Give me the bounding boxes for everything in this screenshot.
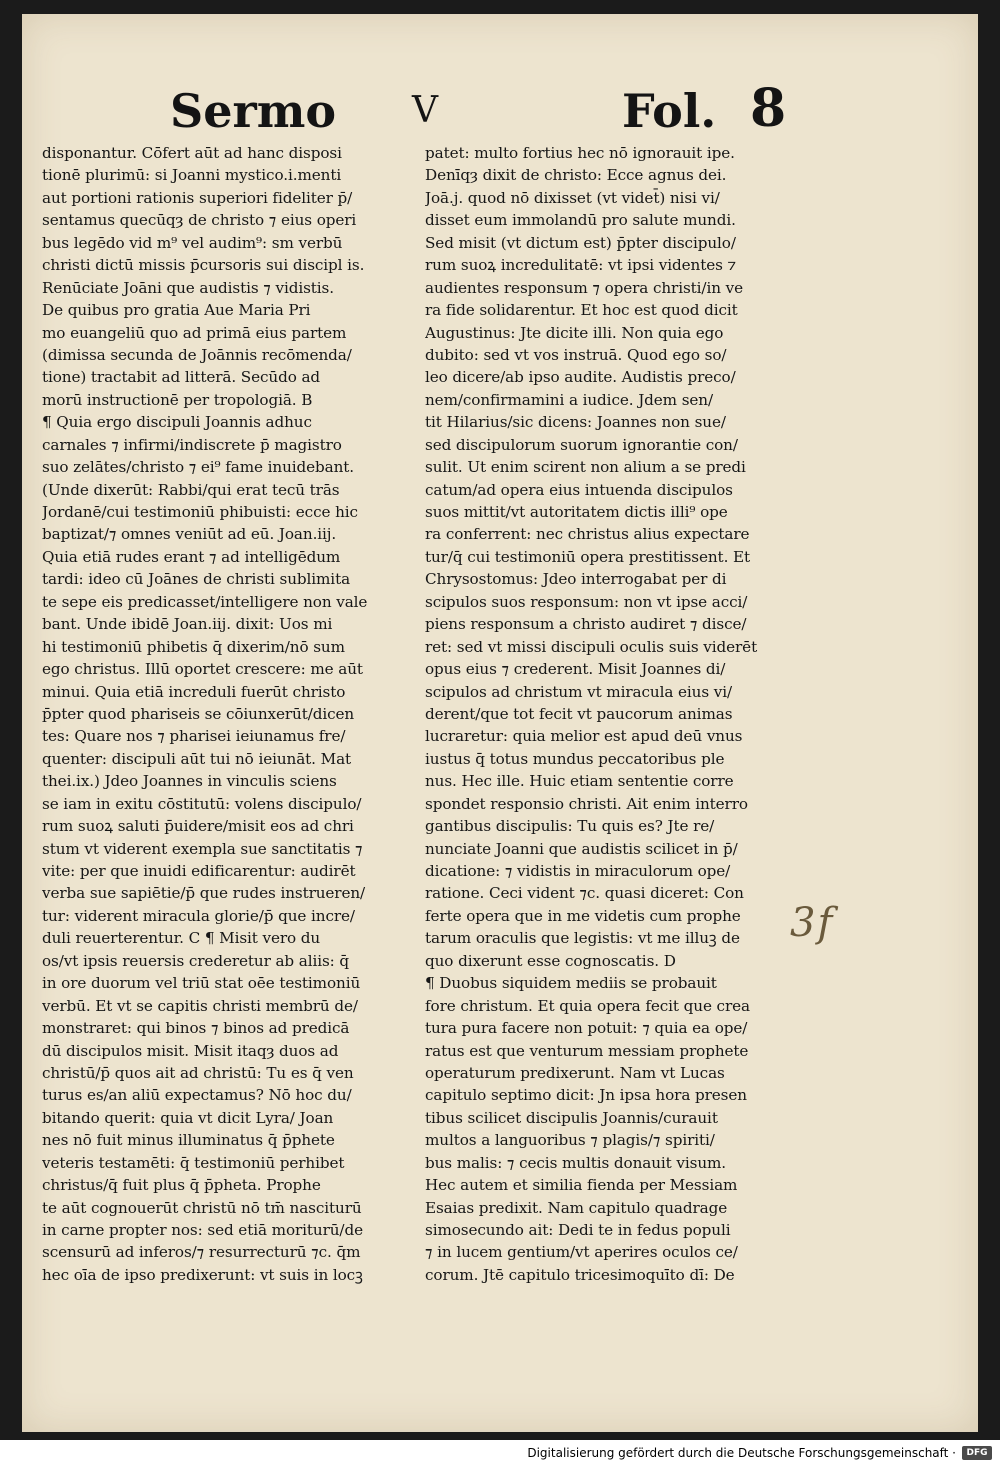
text-line: verbū. Et vt se capitis christi membrū de/ (42, 996, 358, 1015)
text-line: Augustinus: Jte dicite illi. Non quia ego (425, 323, 724, 342)
text-line: opus eius ⁊ crederent. Misit Joannes di/ (425, 660, 726, 679)
text-line: turus es/an aliū expectamus? Nō hoc du/ (42, 1086, 352, 1105)
text-line: os/vt ipsis reuersis crederetur ab aliis: q̄ (42, 951, 350, 970)
text-line: veteris testamēti: q̄ testimoniū perhibet (42, 1153, 345, 1172)
text-line: christū/p̄ quos ait ad christū: Tu es q̄ ven (42, 1063, 354, 1082)
text-line: De quibus pro gratia Aue Maria Pri (42, 301, 311, 320)
text-line: capitulo septimo dicit: Jn ipsa hora presen (425, 1086, 747, 1105)
text-line: simosecundo ait: Dedi te in fedus populi (425, 1221, 731, 1239)
text-line: tibus scilicet discipulis Joannis/curauit (425, 1108, 718, 1127)
text-line: Renūciate Joāni que audistis ⁊ vidistis. (42, 278, 334, 297)
text-line: Esaias predixit. Nam capitulo quadrage (425, 1198, 728, 1217)
text-line: quenter: discipuli aūt tui nō ieiunāt. Mat (42, 749, 352, 768)
text-line: sed discipulorum suorum ignorantie con/ (425, 435, 738, 454)
text-line: nem/confirmamini a iudice. Jdem sen/ (425, 390, 713, 409)
folio-number: 8 (750, 78, 787, 139)
text-line: verba sue sapiētie/p̄ que rudes instrueren/ (42, 884, 366, 903)
text-line: disset eum immolandū pro salute mundi. (425, 211, 736, 230)
text-line: bus legēdo vid m⁹ vel audim⁹: sm verbū (42, 233, 343, 252)
text-line: sulit. Ut enim scirent non alium a se predi (425, 458, 746, 477)
text-line: thei.ix.) Jdeo Joannes in vinculis sciens (42, 772, 337, 791)
header-fol: Fol. (622, 84, 717, 138)
text-line: ratione. Ceci vident ⁊c. quasi diceret: Con (425, 884, 744, 903)
text-line: duli reuerterentur. C ¶ Misit vero du (42, 929, 321, 948)
text-line: carnales ⁊ infirmi/indiscrete p̄ magistro (42, 435, 342, 454)
text-line: rum suoꝝ incredulitatē: vt ipsi videntes ⁊ (425, 256, 737, 275)
text-line: Joā.j. quod nō dixisset (vt videt̄) nisi vi/ (425, 188, 720, 207)
text-line: tit Hilarius/sic dicens: Joannes non sue/ (425, 413, 726, 432)
text-line: dū discipulos misit. Misit itaqȝ duos ad (42, 1041, 339, 1060)
text-line: nunciate Joanni que audistis scilicet in p̄/ (425, 839, 738, 858)
text-line: fore christum. Et quia opera fecit que crea (425, 996, 750, 1015)
text-line: rum suoꝝ saluti p̄uidere/misit eos ad chri (42, 817, 354, 836)
text-line: te sepe eis predicasset/intelligere non vale (42, 592, 368, 611)
text-line: bus malis: ⁊ cecis multis donauit visum. (425, 1153, 727, 1172)
dfg-logo: DFG (962, 1446, 992, 1460)
text-line: ratus est que venturum messiam prophete (425, 1041, 749, 1060)
text-line: leo dicere/ab ipso audite. Audistis preco/ (425, 368, 736, 387)
text-line: derent/que tot fecit vt paucorum animas (425, 704, 733, 723)
text-line: hec oīa de ipso predixerunt: vt suis in locꝫ (42, 1265, 363, 1284)
text-line: ra conferrent: nec christus alius expectare (425, 525, 750, 544)
text-line: bant. Unde ibidē Joan.iij. dixit: Uos mi (42, 615, 333, 634)
text-line: minui. Quia etiā increduli fuerūt christo (42, 682, 346, 701)
text-line: audientes responsum ⁊ opera christi/in ve (425, 278, 743, 297)
text-line: dubito: sed vt vos instruā. Quod ego so/ (425, 345, 727, 364)
text-line: (Unde dixerūt: Rabbi/qui erat tecū trās (42, 480, 340, 499)
text-line: scensurū ad inferos/⁊ resurrecturū ⁊c. q̄m (42, 1243, 361, 1262)
book-page (22, 14, 978, 1432)
text-line: tur/q̄ cui testimoniū opera prestitissent. Et (425, 547, 751, 566)
text-line: ferte opera que in me videtis cum prophe (425, 906, 741, 925)
text-line: baptizat/⁊ omnes veniūt ad eū. Joan.iij. (42, 525, 337, 544)
text-line: Quia etiā rudes erant ⁊ ad intelligēdum (42, 547, 341, 566)
text-line: lucraretur: quia melior est apud deū vnus (425, 727, 743, 746)
text-line: tardi: ideo cū Joānes de christi sublimita (42, 570, 351, 589)
text-line: ⁊ in lucem gentium/vt aperires oculos ce/ (425, 1243, 738, 1262)
text-line: aut portioni rationis superiori fideliter p̄/ (42, 188, 353, 207)
text-line: Chrysostomus: Jdeo interrogabat per di (425, 570, 727, 589)
text-line: se iam in exitu cōstitutū: volens discipulo/ (42, 794, 362, 813)
text-line: morū instructionē per tropologiā. B (42, 390, 313, 409)
text-line: nus. Hec ille. Huic etiam sententie corre (425, 772, 734, 791)
text-line: bitando querit: quia vt dicit Lyra/ Joan (42, 1108, 334, 1127)
right-text-column (425, 142, 805, 1286)
text-line: tur: viderent miracula glorie/p̄ que incre/ (42, 906, 355, 925)
text-line: Denīqȝ dixit de christo: Ecce agnus dei. (425, 166, 727, 185)
text-line: iustus q̄ totus mundus peccatoribus ple (425, 749, 725, 768)
header-sermo: Sermo (170, 84, 337, 138)
text-line: Hec autem et similia fienda per Messiam (425, 1176, 738, 1195)
text-line: tione) tractabit ad litterā. Secūdo ad (42, 368, 321, 387)
text-line: ¶ Quia ergo discipuli Joannis adhuc (42, 413, 312, 432)
text-line: vite: per que inuidi edificarentur: audirēt (42, 862, 356, 880)
text-line: multos a languoribus ⁊ plagis/⁊ spiriti/ (425, 1131, 715, 1150)
text-line: Jordanē/cui testimoniū phibuisti: ecce hic (42, 503, 358, 521)
text-line: patet: multo fortius hec nō ignorauit ipe. (425, 144, 735, 162)
text-line: ego christus. Illū oportet crescere: me aūt (42, 660, 363, 679)
text-line: tura pura facere non potuit: ⁊ quia ea ope/ (425, 1019, 748, 1038)
footer (0, 1440, 1000, 1468)
text-line: ¶ Duobus siquidem mediis se probauit (425, 974, 717, 993)
header-sermon-number: V (412, 90, 438, 131)
text-line: suo zelātes/christo ⁊ ei⁹ fame inuidebant. (42, 458, 355, 477)
text-line: disponantur. Cōfert aūt ad hanc disposi (42, 144, 342, 162)
text-line: Sed misit (vt dictum est) p̄pter discipulo/ (425, 233, 736, 252)
text-line: in carne propter nos: sed etiā moriturū/de (42, 1221, 363, 1239)
text-line: corum. Jtē capitulo tricesimoquīto dī: De (425, 1265, 735, 1284)
text-line: p̄pter quod phariseis se cōiunxerūt/dicen (42, 704, 355, 723)
text-line: tes: Quare nos ⁊ pharisei ieiunamus fre/ (42, 727, 346, 746)
text-line: ret: sed vt missi discipuli oculis suis viderēt (425, 637, 758, 656)
text-line: piens responsum a christo audiret ⁊ disce/ (425, 615, 747, 634)
text-line: tionē plurimū: si Joanni mystico.i.menti (42, 166, 342, 185)
text-line: stum vt viderent exempla sue sanctitatis ⁊ (42, 839, 363, 858)
text-line: monstraret: qui binos ⁊ binos ad predicā (42, 1019, 350, 1038)
text-line: suos mittit/vt autoritatem dictis illi⁹ ope (425, 503, 728, 521)
text-line: hi testimoniū phibetis q̄ dixerim/nō sum (42, 637, 345, 656)
footer-credit: Digitalisierung gefördert durch die Deutsche Forschungsgemeinschaft · (527, 1446, 956, 1460)
text-line: (dimissa secunda de Joānnis recōmenda/ (42, 345, 352, 364)
text-line: te aūt cognouerūt christū nō tm̄ nasciturū (42, 1198, 362, 1217)
text-line: scipulos suos responsum: non vt ipse acci/ (425, 592, 748, 611)
text-line: scipulos ad christum vt miracula eius vi/ (425, 682, 733, 701)
text-line: operaturum predixerunt. Nam vt Lucas (425, 1063, 725, 1082)
text-line: ra fide solidarentur. Et hoc est quod dicit (425, 301, 738, 320)
text-line: nes nō fuit minus illuminatus q̄ p̄phete (42, 1131, 335, 1150)
text-line: in ore duorum vel triū stat oēe testimoniū (42, 974, 361, 993)
handwritten-margin-note: 3f (790, 900, 835, 946)
text-line: catum/ad opera eius intuenda discipulos (425, 480, 733, 499)
text-line: gantibus discipulis: Tu quis es? Jte re/ (425, 817, 715, 836)
text-line: tarum oraculis que legistis: vt me illuꝫ de (425, 929, 740, 948)
text-line: christus/q̄ fuit plus q̄ p̄pheta. Prophe (42, 1176, 321, 1195)
left-text-column (42, 142, 414, 1286)
text-line: spondet responsio christi. Ait enim interro (425, 794, 748, 813)
text-line: quo dixerunt esse cognoscatis. D (425, 951, 676, 970)
text-line: sentamus quecūqȝ de christo ⁊ eius operi (42, 211, 357, 230)
text-line: christi dictū missis p̄cursoris sui discipl is. (42, 256, 365, 275)
text-line: mo euangeliū quo ad primā eius partem (42, 323, 347, 342)
text-line: dicatione: ⁊ vidistis in miraculorum ope/ (425, 862, 731, 880)
